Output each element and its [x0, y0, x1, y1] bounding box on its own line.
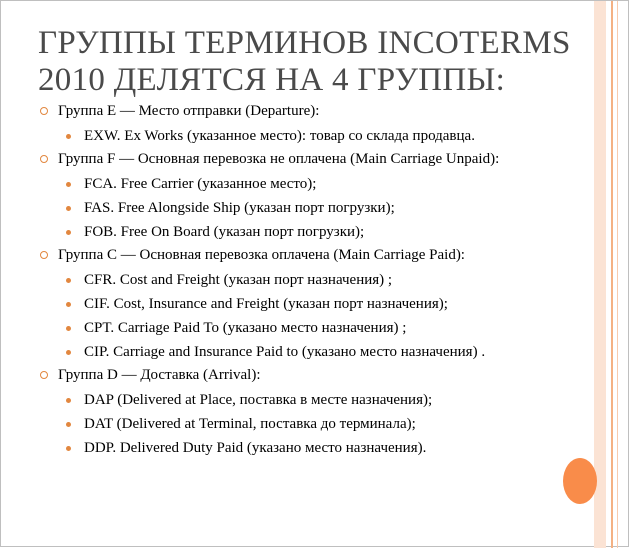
dot-bullet-icon: [66, 278, 71, 283]
dot-bullet-icon: [66, 398, 71, 403]
dot-bullet-icon: [66, 230, 71, 235]
ring-bullet-icon: [40, 371, 48, 379]
group-heading: [38, 365, 593, 389]
group-label: Группа C — Основная перевозка оплачена (Main Carriage Paid):: [58, 247, 465, 263]
list-item: [38, 221, 593, 245]
item-text: FAS. Free Alongside Ship (указан порт погрузки);: [84, 200, 395, 216]
list-item: [38, 413, 593, 437]
dot-bullet-icon: [66, 350, 71, 355]
decorative-line: [611, 1, 613, 548]
list-item: [38, 173, 593, 197]
group-f: [38, 149, 593, 245]
list-item: [38, 317, 593, 341]
item-text: FOB. Free On Board (указан порт погрузки);: [84, 224, 365, 240]
item-text: CIF. Cost, Insurance and Freight (указан порт назначения);: [84, 296, 448, 312]
item-text: DAT (Delivered at Terminal, поставка до терминала);: [84, 416, 416, 432]
dot-bullet-icon: [66, 182, 71, 187]
item-text: CIP. Carriage and Insurance Paid to (указано место назначения) .: [84, 344, 486, 360]
decorative-band: [594, 1, 606, 548]
decorative-line-outer: [617, 1, 618, 548]
item-text: DDP. Delivered Duty Paid (указано место назначения).: [84, 440, 427, 456]
dot-bullet-icon: [66, 302, 71, 307]
group-c: [38, 245, 593, 365]
group-heading: [38, 245, 593, 269]
ring-bullet-icon: [40, 251, 48, 259]
group-label: Группа D — Доставка (Arrival):: [58, 367, 261, 383]
content-list: [38, 101, 593, 461]
dot-bullet-icon: [66, 206, 71, 211]
group-label: Группа E — Место отправки (Departure):: [58, 103, 320, 119]
item-text: DAP (Delivered at Place, поставка в месте назначения);: [84, 392, 433, 408]
list-item: [38, 125, 593, 149]
list-item: [38, 389, 593, 413]
item-text: CPT. Carriage Paid To (указано место назначения) ;: [84, 320, 407, 336]
dot-bullet-icon: [66, 134, 71, 139]
slide-title: ГРУППЫ ТЕРМИНОВ INCOTERMS 2010 ДЕЛЯТСЯ НА 4 ГРУППЫ:: [38, 25, 571, 98]
decorative-circle: [563, 458, 597, 504]
dot-bullet-icon: [66, 326, 71, 331]
item-text: FCA. Free Carrier (указанное место);: [84, 176, 317, 192]
group-e: [38, 101, 593, 149]
group-d: [38, 365, 593, 461]
ring-bullet-icon: [40, 107, 48, 115]
dot-bullet-icon: [66, 446, 71, 451]
list-item: [38, 341, 593, 365]
group-label: Группа F — Основная перевозка не оплачена (Main Carriage Unpaid):: [58, 151, 500, 167]
list-item: [38, 437, 593, 461]
group-heading: [38, 149, 593, 173]
group-heading: [38, 101, 593, 125]
ring-bullet-icon: [40, 155, 48, 163]
dot-bullet-icon: [66, 422, 71, 427]
list-item: [38, 269, 593, 293]
list-item: [38, 293, 593, 317]
list-item: [38, 197, 593, 221]
item-text: EXW. Ex Works (указанное место): товар со склада продавца.: [84, 128, 475, 144]
item-text: CFR. Cost and Freight (указан порт назначения) ;: [84, 272, 393, 288]
